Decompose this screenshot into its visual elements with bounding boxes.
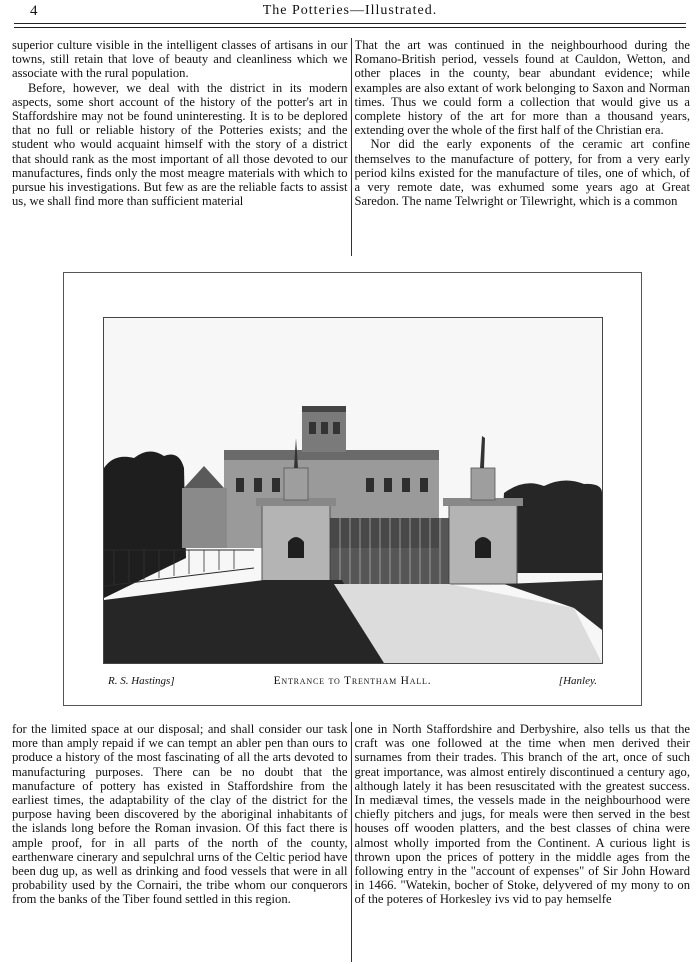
bottom-text-columns (12, 722, 690, 962)
paragraph: That the art was continued in the neighbourhood during the Romano-British period, vessels found at Cauldon, Wetton, and other places in the county, bear abundant evidence; while examples are also extant of work belonging to Saxon and Norman times. Thus we could form a collection that would give us a complete history of the art for more than a thousand years, extending over the whole of the first half of the Christian era. (354, 38, 690, 138)
running-title: The Potteries—Illustrated. (262, 3, 438, 18)
top-text-columns (12, 38, 690, 256)
header-rule (14, 23, 686, 28)
photo-frame (103, 317, 603, 664)
paragraph: one in North Staffordshire and Derbyshire, also tells us that the craft was one followed at the time when men derived their surnames from their trades. This branch of the art, once of such great importance, was almost entirely discontinued a century ago, although lately it has been resuscitated with the greatest success. In mediæval times, the vessels made in the neighbourhood were chiefly pitchers and jugs, for meals were then served in the best houses off wooden platters, and the best classes of china were almost wholly imported from the Continent. A curious light is thrown upon the prices of pottery in the middle ages from the following entry in the "account of expenses" of Sir John Howard in 1466. "Watekin, bocher of Stoke, delyvered of my mony to on of the poteres of Horkesley ivs vid to pay hemselfe (354, 722, 690, 907)
photographer-credit: R. S. Hastings] (108, 675, 175, 687)
paragraph: Before, however, we deal with the district in its modern aspects, some short account of the history of the potter's art in Staffordshire may not be found uninteresting. It is to be deplored that no full or reliable history of the Potteries exists; and the student who would acquaint himself with the story of a district that should rank as the most important of all those devoted to our manufactures, finds only the most meagre materials with which to pursue his investigations. But few as are the reliable facts to assist us, we shall find more than sufficient material (12, 80, 348, 209)
bottom-right-column (355, 722, 691, 962)
paragraph: Nor did the early exponents of the ceramic art confine themselves to the manufacture of pottery, for from a very early period kilns existed for the manufacture of tiles, one of which, of a very remote date, was exhumed some years ago at Great Saredon. The name Telwright or Tilewright, which is a common (354, 137, 690, 209)
top-right-column (355, 38, 691, 256)
top-left-column (12, 38, 348, 256)
location-credit: [Hanley. (558, 675, 597, 687)
page-number: 4 (30, 3, 38, 19)
paragraph: superior culture visible in the intelligent classes of artisans in our towns, still retain that love of beauty and cleanliness which we associate with the rural population. (12, 38, 348, 81)
trentham-hall-photograph (104, 318, 602, 663)
page-header (8, 0, 692, 24)
paragraph: for the limited space at our disposal; and shall consider our task more than amply repaid if we can tempt an abler pen than ours to produce a history of the most fascinating of all the arts devoted to manufacturing purposes. There can be no doubt that the manufacture of pottery has existed in Staffordshire from the earliest times, the adaptability of the clay of the district for the purpose having been discovered by the aboriginal inhabitants of the islands long before the Roman invasion. Of this fact there is ample proof, for in all parts of the north of the county, earthenware cinerary and sepulchral urns of the Celtic period have been dug up, as well as drinking and food vessels that were in all probability used by the Cornairi, the tribe whom our conquerors from the banks of the Tiber found settled in this region. (12, 722, 348, 907)
illustration-plate (63, 272, 642, 706)
bottom-left-column (12, 722, 348, 962)
plate-caption: Entrance to Trentham Hall. (273, 675, 432, 687)
column-divider (351, 722, 352, 962)
column-divider (351, 38, 352, 256)
